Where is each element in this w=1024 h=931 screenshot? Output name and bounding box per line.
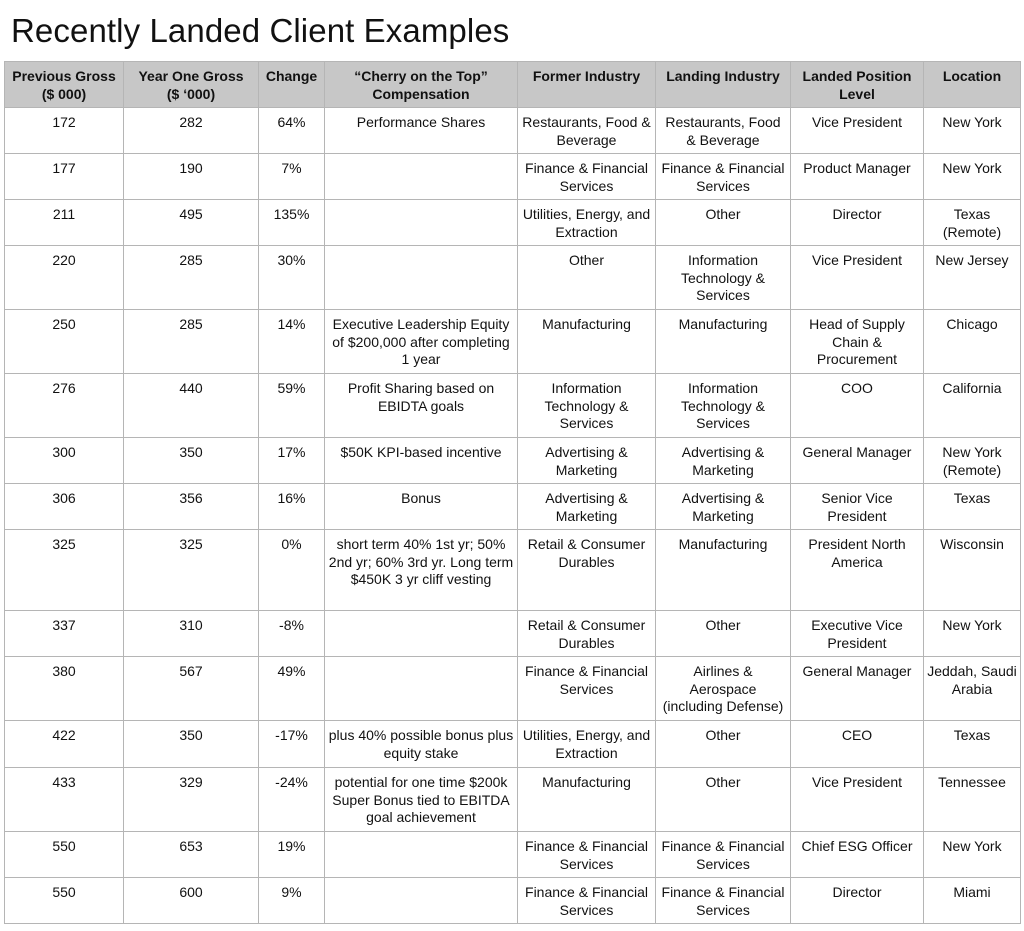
- cell-change: 49%: [259, 657, 325, 721]
- column-header-year-one-gross: [124, 62, 259, 108]
- cell-former-industry: Retail & Consumer Durables: [518, 530, 656, 611]
- cell-landing-industry: Finance & Financial Services: [656, 878, 791, 924]
- cell-landing-industry: Information Technology & Services: [656, 374, 791, 438]
- cell-change: 0%: [259, 530, 325, 611]
- table-row: [5, 246, 1021, 310]
- table-row: [5, 200, 1021, 246]
- table-row: [5, 530, 1021, 611]
- cell-landed-position-level: Vice President: [791, 108, 924, 154]
- cell-year-one-gross: 600: [124, 878, 259, 924]
- column-header-text: Compensation: [372, 85, 470, 102]
- cell-landing-industry: Manufacturing: [656, 310, 791, 374]
- cell-landing-industry: Other: [656, 721, 791, 768]
- cell-previous-gross: 550: [5, 878, 124, 924]
- cell-landed-position-level: CEO: [791, 721, 924, 768]
- cell-previous-gross: 211: [5, 200, 124, 246]
- cell-landed-position-level: Vice President: [791, 246, 924, 310]
- table-row: [5, 374, 1021, 438]
- cell-landing-industry: Finance & Financial Services: [656, 832, 791, 878]
- cell-cherry-compensation: $50K KPI-based incentive: [325, 438, 518, 484]
- cell-change: -24%: [259, 768, 325, 832]
- column-header-text: Change: [265, 68, 318, 84]
- cell-location: Texas: [924, 484, 1021, 530]
- cell-landed-position-level: President North America: [791, 530, 924, 611]
- cell-cherry-compensation: plus 40% possible bonus plus equity stake: [325, 721, 518, 768]
- cell-change: -8%: [259, 611, 325, 657]
- cell-cherry-compensation: [325, 154, 518, 200]
- table-row: [5, 721, 1021, 768]
- column-header-text: Landing Industry: [666, 68, 780, 84]
- table-row: [5, 611, 1021, 657]
- cell-landed-position-level: General Manager: [791, 438, 924, 484]
- column-header-location: [924, 62, 1021, 108]
- cell-year-one-gross: 310: [124, 611, 259, 657]
- table-row: [5, 310, 1021, 374]
- cell-former-industry: Advertising & Marketing: [518, 438, 656, 484]
- cell-year-one-gross: 285: [124, 310, 259, 374]
- cell-landed-position-level: COO: [791, 374, 924, 438]
- cell-landing-industry: Restaurants, Food & Beverage: [656, 108, 791, 154]
- cell-cherry-compensation: [325, 878, 518, 924]
- cell-change: -17%: [259, 721, 325, 768]
- cell-change: 30%: [259, 246, 325, 310]
- column-header-landing-industry: [656, 62, 791, 108]
- cell-former-industry: Other: [518, 246, 656, 310]
- cell-year-one-gross: 190: [124, 154, 259, 200]
- cell-cherry-compensation: [325, 832, 518, 878]
- cell-former-industry: Finance & Financial Services: [518, 832, 656, 878]
- cell-landed-position-level: Executive Vice President: [791, 611, 924, 657]
- cell-change: 7%: [259, 154, 325, 200]
- cell-previous-gross: 300: [5, 438, 124, 484]
- cell-location: New York: [924, 832, 1021, 878]
- cell-previous-gross: 337: [5, 611, 124, 657]
- column-header-cherry-compensation: [325, 62, 518, 108]
- cell-year-one-gross: 350: [124, 721, 259, 768]
- table-body: [5, 108, 1021, 924]
- page-title: Recently Landed Client Examples: [11, 12, 510, 49]
- cell-year-one-gross: 567: [124, 657, 259, 721]
- cell-previous-gross: 276: [5, 374, 124, 438]
- cell-cherry-compensation: Executive Leadership Equity of $200,000 after completing 1 year: [325, 310, 518, 374]
- cell-previous-gross: 177: [5, 154, 124, 200]
- cell-previous-gross: 325: [5, 530, 124, 611]
- cell-cherry-compensation: [325, 246, 518, 310]
- cell-previous-gross: 550: [5, 832, 124, 878]
- column-header-text: Year One Gross: [138, 68, 244, 84]
- cell-landing-industry: Advertising & Marketing: [656, 438, 791, 484]
- cell-cherry-compensation: potential for one time $200k Super Bonus tied to EBITDA goal achievement: [325, 768, 518, 832]
- cell-location: Chicago: [924, 310, 1021, 374]
- cell-change: 14%: [259, 310, 325, 374]
- cell-location: New York (Remote): [924, 438, 1021, 484]
- cell-former-industry: Advertising & Marketing: [518, 484, 656, 530]
- column-header-landed-position-level: [791, 62, 924, 108]
- cell-landed-position-level: Senior Vice President: [791, 484, 924, 530]
- cell-cherry-compensation: [325, 200, 518, 246]
- cell-change: 19%: [259, 832, 325, 878]
- cell-year-one-gross: 282: [124, 108, 259, 154]
- cell-change: 9%: [259, 878, 325, 924]
- cell-previous-gross: 380: [5, 657, 124, 721]
- column-header-text: ($ ‘000): [166, 85, 216, 102]
- cell-former-industry: Finance & Financial Services: [518, 878, 656, 924]
- cell-previous-gross: 172: [5, 108, 124, 154]
- column-header-text: Level: [839, 85, 875, 102]
- cell-cherry-compensation: Profit Sharing based on EBIDTA goals: [325, 374, 518, 438]
- cell-cherry-compensation: [325, 657, 518, 721]
- client-examples-table: [4, 61, 1021, 924]
- cell-former-industry: Manufacturing: [518, 768, 656, 832]
- cell-year-one-gross: 495: [124, 200, 259, 246]
- column-header-text: Location: [942, 68, 1002, 84]
- header-row: [5, 62, 1021, 108]
- cell-landed-position-level: Director: [791, 878, 924, 924]
- cell-landing-industry: Other: [656, 611, 791, 657]
- cell-cherry-compensation: [325, 611, 518, 657]
- cell-location: New York: [924, 108, 1021, 154]
- cell-landed-position-level: Director: [791, 200, 924, 246]
- cell-previous-gross: 220: [5, 246, 124, 310]
- column-header-text: Previous Gross: [12, 68, 116, 84]
- cell-landing-industry: Information Technology & Services: [656, 246, 791, 310]
- cell-previous-gross: 250: [5, 310, 124, 374]
- cell-location: Texas: [924, 721, 1021, 768]
- cell-landing-industry: Advertising & Marketing: [656, 484, 791, 530]
- cell-former-industry: Manufacturing: [518, 310, 656, 374]
- cell-change: 59%: [259, 374, 325, 438]
- cell-location: California: [924, 374, 1021, 438]
- cell-location: New York: [924, 611, 1021, 657]
- cell-location: Jeddah, Saudi Arabia: [924, 657, 1021, 721]
- table-row: [5, 878, 1021, 924]
- cell-landing-industry: Manufacturing: [656, 530, 791, 611]
- column-header-former-industry: [518, 62, 656, 108]
- cell-former-industry: Utilities, Energy, and Extraction: [518, 200, 656, 246]
- cell-change: 135%: [259, 200, 325, 246]
- cell-change: 17%: [259, 438, 325, 484]
- cell-landing-industry: Other: [656, 768, 791, 832]
- column-header-text: Former Industry: [532, 68, 641, 84]
- cell-year-one-gross: 653: [124, 832, 259, 878]
- column-header-change: [259, 62, 325, 108]
- cell-landed-position-level: General Manager: [791, 657, 924, 721]
- cell-year-one-gross: 329: [124, 768, 259, 832]
- table-row: [5, 484, 1021, 530]
- cell-landing-industry: Airlines & Aerospace (including Defense): [656, 657, 791, 721]
- table-row: [5, 154, 1021, 200]
- cell-location: Texas (Remote): [924, 200, 1021, 246]
- table-row: [5, 657, 1021, 721]
- cell-previous-gross: 422: [5, 721, 124, 768]
- cell-landing-industry: Other: [656, 200, 791, 246]
- cell-former-industry: Finance & Financial Services: [518, 154, 656, 200]
- cell-location: Miami: [924, 878, 1021, 924]
- cell-landed-position-level: Vice President: [791, 768, 924, 832]
- cell-former-industry: Utilities, Energy, and Extraction: [518, 721, 656, 768]
- cell-cherry-compensation: Performance Shares: [325, 108, 518, 154]
- cell-year-one-gross: 356: [124, 484, 259, 530]
- cell-previous-gross: 433: [5, 768, 124, 832]
- cell-year-one-gross: 325: [124, 530, 259, 611]
- cell-location: New York: [924, 154, 1021, 200]
- cell-year-one-gross: 440: [124, 374, 259, 438]
- cell-change: 16%: [259, 484, 325, 530]
- column-header-text: ($ 000): [41, 85, 87, 102]
- cell-landed-position-level: Head of Supply Chain & Procurement: [791, 310, 924, 374]
- cell-landing-industry: Finance & Financial Services: [656, 154, 791, 200]
- table-row: [5, 768, 1021, 832]
- cell-location: New Jersey: [924, 246, 1021, 310]
- cell-location: Tennessee: [924, 768, 1021, 832]
- cell-landed-position-level: Product Manager: [791, 154, 924, 200]
- cell-former-industry: Retail & Consumer Durables: [518, 611, 656, 657]
- cell-change: 64%: [259, 108, 325, 154]
- table-row: [5, 832, 1021, 878]
- table-row: [5, 108, 1021, 154]
- table-header: [5, 62, 1021, 108]
- cell-previous-gross: 306: [5, 484, 124, 530]
- cell-former-industry: Information Technology & Services: [518, 374, 656, 438]
- column-header-previous-gross: [5, 62, 124, 108]
- cell-former-industry: Finance & Financial Services: [518, 657, 656, 721]
- column-header-text: Landed Position: [802, 68, 912, 84]
- cell-cherry-compensation: short term 40% 1st yr; 50% 2nd yr; 60% 3rd yr. Long term $450K 3 yr cliff vesting: [325, 530, 518, 611]
- cell-year-one-gross: 350: [124, 438, 259, 484]
- cell-former-industry: Restaurants, Food & Beverage: [518, 108, 656, 154]
- column-header-text: “Cherry on the Top”: [354, 68, 488, 84]
- table-row: [5, 438, 1021, 484]
- cell-landed-position-level: Chief ESG Officer: [791, 832, 924, 878]
- cell-year-one-gross: 285: [124, 246, 259, 310]
- cell-cherry-compensation: Bonus: [325, 484, 518, 530]
- cell-location: Wisconsin: [924, 530, 1021, 611]
